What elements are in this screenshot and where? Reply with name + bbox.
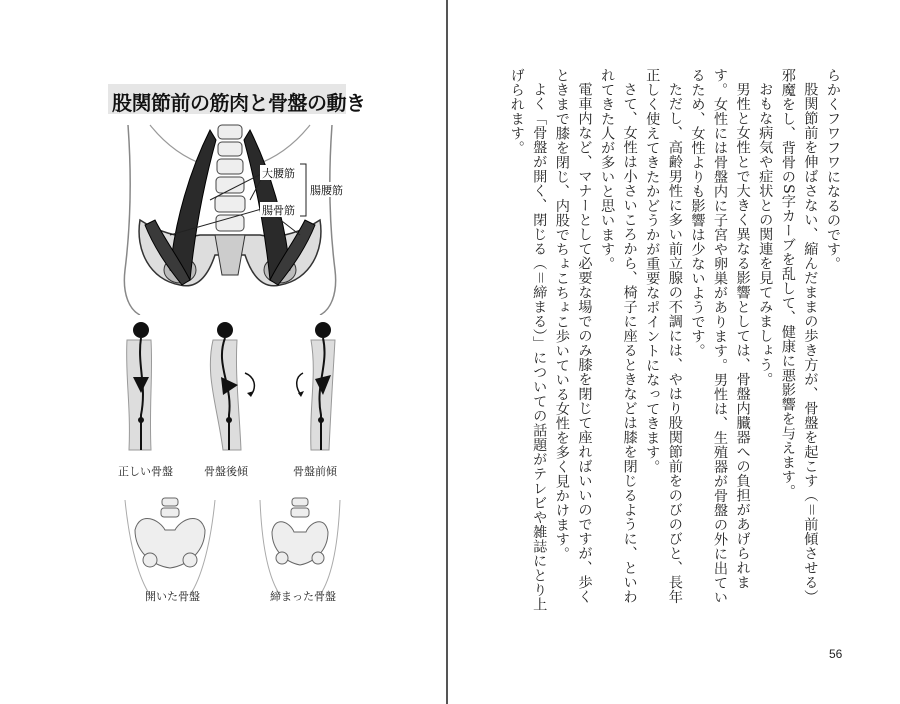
label-psoas-major: 大腰筋 (262, 167, 295, 180)
pelvis-open (125, 498, 215, 595)
body-text (505, 68, 844, 613)
label-iliacus: 腸骨筋 (262, 204, 295, 217)
posture-anterior-tilt (297, 322, 335, 450)
sacrum (215, 235, 245, 275)
paragraph-3: 男性と女性とで大きく異なる影響としては、骨盤内臓器への負担があげられます。女性には骨盤内に子宮や卵巣があります。男性は、生殖器が骨盤の外に出ているため、女性よりも影響は少ないようです。 (689, 68, 751, 605)
posture-correct (127, 322, 152, 450)
caption-closed-pelvis: 締まった骨盤 (270, 590, 336, 603)
caption-anterior-tilt: 骨盤前傾 (293, 465, 337, 478)
paragraph-6: 電車内など、マナーとして必要な場でのみ膝を閉じて座ればいいのですが、歩くときまで膝を閉じ、内股でちょこちょこ歩いている女性を多く見かけます。 (553, 68, 593, 605)
caption-posterior-tilt: 骨盤後傾 (204, 465, 248, 478)
paragraph-0: らかくフワフワになるのです。 (825, 68, 841, 271)
posture-posterior-tilt (210, 322, 254, 450)
pelvis-closed (260, 498, 340, 595)
hip-muscle-illustration (110, 120, 350, 315)
paragraph-1: 股関節前を伸ばさない、縮んだままの歩き方が、骨盤を起こす（＝前傾させる）邪魔をし、背骨のS字カーブを乱して、健康に悪影響を与えます。 (779, 68, 819, 605)
paragraph-2: おもな病気や症状との関連を見てみましょう。 (757, 82, 774, 387)
page-gutter (446, 0, 448, 704)
page-number: 56 (829, 647, 843, 661)
paragraph-4: ただし、高齢男性に多い前立腺の不調には、やはり股関節前をのびのびと、長年正しく使えてきたかどうかが重要なポイントになってきます。 (644, 68, 683, 605)
label-iliopsoas: 腸腰筋 (310, 184, 343, 197)
figure-title: 股関節前の筋肉と骨盤の動き (112, 91, 366, 115)
caption-correct-pelvis: 正しい骨盤 (118, 465, 173, 478)
caption-open-pelvis: 開いた骨盤 (145, 590, 200, 603)
posture-illustrations (105, 315, 355, 485)
paragraph-5: さて、女性は小さいころから、椅子に座るときなどは膝を閉じるように、といわれてきた人が多いと思います。 (599, 68, 638, 605)
paragraph-7: よく「骨盤が開く、閉じる（＝締まる）」についての話題がテレビや雑誌にとり上げられます。 (508, 68, 548, 612)
